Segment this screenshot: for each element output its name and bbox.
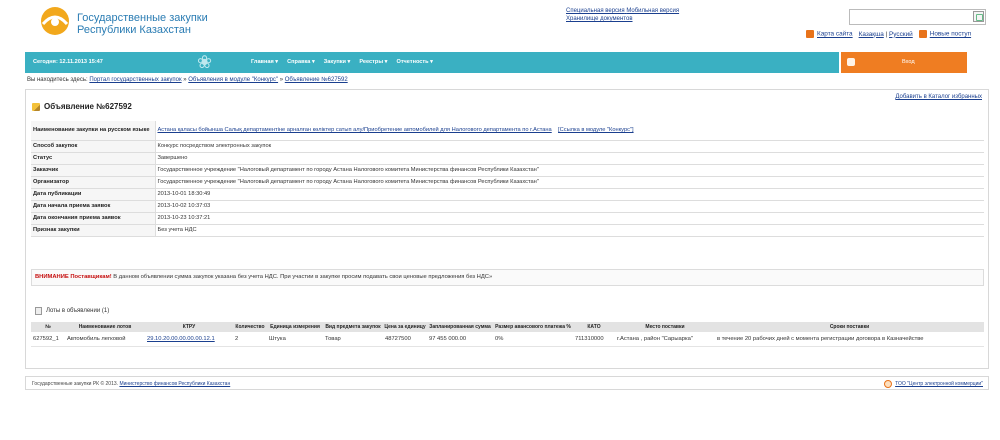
announcement-info-table	[31, 121, 984, 237]
col-number: №	[31, 322, 65, 332]
info-value	[155, 121, 984, 140]
lots-header-row	[31, 322, 984, 332]
col-planned-sum: Запланированная сумма	[427, 322, 493, 332]
menu-help[interactable]: Справка ▾	[287, 59, 315, 65]
info-row	[31, 176, 984, 188]
announcement-panel	[25, 89, 989, 369]
supplier-notice	[31, 269, 984, 286]
menu-registries[interactable]: Реестры ▾	[359, 59, 388, 65]
logo-line-1: Государственные закупки	[77, 12, 208, 24]
lot-unit: Штука	[267, 332, 323, 346]
lots-table	[31, 322, 984, 347]
site-logo-text[interactable]	[77, 12, 208, 36]
col-ktru: КТРУ	[145, 322, 233, 332]
info-row	[31, 200, 984, 212]
lots-heading	[35, 307, 109, 315]
search-button-icon[interactable]	[973, 11, 984, 22]
lot-delivery-time: в течение 20 рабочих дней с момента регистрации договора в Казначействе	[715, 332, 984, 346]
info-row	[31, 224, 984, 236]
lot-quantity: 2	[233, 332, 267, 346]
rss-icon	[919, 30, 927, 38]
lot-ktru	[145, 332, 233, 346]
info-value: Государственное учреждение "Налоговый департамент по городу Астана Налогового комитета Министерства финансов Республики Казахстан"	[155, 164, 984, 176]
page-title	[32, 102, 132, 111]
ministry-link[interactable]: Министерство финансов Республики Казахстан	[119, 381, 231, 387]
notice-warning: ВНИМАНИЕ Поставщикам!	[35, 274, 112, 280]
doc-storage-link[interactable]: Хранилище документов	[566, 16, 633, 22]
info-label: Дата окончания приема заявок	[31, 212, 155, 224]
footer-copyright: Государственные закупки РК © 2013.	[32, 381, 119, 387]
notice-text: В данном объявлении сумма закупок указана без учета НДС. При участии в закупке просим подавать свои ценовые предложения без НДС»	[111, 274, 493, 280]
info-value: 2013-10-23 10:37:21	[155, 212, 984, 224]
col-advance: Размер авансового платежа %	[493, 322, 573, 332]
info-label: Организатор	[31, 176, 155, 188]
info-value: Без учета НДС	[155, 224, 984, 236]
menu-home[interactable]: Главная ▾	[251, 59, 279, 65]
info-row	[31, 212, 984, 224]
col-delivery-time: Сроки поставки	[715, 322, 984, 332]
page-title-text: Объявление №627592	[44, 102, 132, 111]
emblem-icon: ❀	[197, 52, 213, 72]
info-value: Государственное учреждение "Налоговый департамент по городу Астана Налогового комитета Министерства финансов Республики Казахстан"	[155, 176, 984, 188]
menu-reports[interactable]: Отчетность ▾	[396, 59, 433, 65]
footer	[25, 376, 989, 390]
ktru-link[interactable]: 29.10.20.00.00.00.00.12.1	[147, 335, 215, 342]
special-version-link[interactable]: Специальная версия	[566, 8, 625, 14]
document-icon	[35, 307, 42, 315]
ecommerce-center-icon	[884, 380, 892, 388]
info-row	[31, 164, 984, 176]
menu-purchases[interactable]: Закупки ▾	[323, 59, 351, 65]
table-row	[31, 332, 984, 346]
col-delivery-place: Место поставки	[615, 322, 715, 332]
pencil-icon	[32, 103, 40, 111]
mobile-version-link[interactable]: Мобильная версия	[626, 8, 680, 14]
logo-line-2: Республики Казахстан	[77, 24, 191, 36]
info-row	[31, 152, 984, 164]
top-links	[566, 7, 679, 23]
sitemap-link[interactable]: Карта сайта	[817, 30, 853, 38]
contest-module-link[interactable]: [Ссылка в модуле "Конкурс"]	[558, 127, 634, 134]
info-label: Наименование закупки на русском языке	[31, 121, 155, 140]
logo-icon	[38, 6, 72, 36]
lot-number: 627592_1	[31, 332, 65, 346]
info-label: Признак закупки	[31, 224, 155, 236]
info-label: Способ закупок	[31, 140, 155, 152]
search-input[interactable]	[849, 9, 986, 25]
info-label: Дата публикации	[31, 188, 155, 200]
breadcrumb-sep-1: »	[183, 77, 187, 83]
col-unit-price: Цена за единицу	[384, 324, 426, 330]
lot-unit-price: 48727500	[383, 332, 427, 346]
col-lot-name: Наименование лотов	[65, 322, 145, 332]
breadcrumb-current[interactable]: Объявление №627592	[284, 77, 348, 83]
ecommerce-center-link[interactable]: ТОО "Центр электронной коммерции"	[895, 381, 983, 387]
lot-kato: 711310000	[573, 332, 615, 346]
info-label: Заказчик	[31, 164, 155, 176]
current-date: Сегодня: 12.11.2013 15:47	[33, 59, 103, 65]
login-button[interactable]	[841, 52, 967, 73]
col-unit: Единица измерения	[267, 322, 323, 332]
col-subject-type: Вид предмета закупок	[323, 322, 383, 332]
lot-advance: 0%	[493, 332, 573, 346]
col-kato: КАТО	[573, 322, 615, 332]
sitemap-icon	[806, 30, 814, 38]
breadcrumb-portal[interactable]: Портал государственных закупок	[89, 77, 182, 83]
kazakh-lang-link[interactable]: Казақша	[858, 30, 884, 38]
info-label: Статус	[31, 152, 155, 164]
breadcrumb	[27, 77, 348, 83]
lot-subject-type: Товар	[323, 332, 383, 346]
add-favorites-link[interactable]: Добавить в Каталог избранных	[895, 94, 982, 100]
main-menu	[251, 59, 433, 65]
purchase-name-link[interactable]: Астана қаласы бойынша Салық департаментіне арналған көліктер сатып алу/Приобретение автомобилей для Налогового департамента по г.Астана	[157, 127, 552, 134]
info-row	[31, 140, 984, 152]
info-value: Конкурс посредством электронных закупок	[155, 140, 984, 152]
lot-name: Автомобиль легковой	[65, 332, 145, 346]
login-label: Вход	[902, 59, 915, 65]
info-row	[31, 121, 984, 140]
utility-links	[806, 30, 971, 38]
info-label: Дата начала приема заявок	[31, 200, 155, 212]
footer-right	[884, 380, 983, 388]
breadcrumb-prefix: Вы находитесь здесь:	[27, 77, 88, 83]
col-quantity: Количество	[233, 322, 267, 332]
info-row	[31, 188, 984, 200]
russian-lang-link[interactable]: Русский	[889, 30, 913, 38]
lot-delivery-place: г.Астана , район "Сарыарка"	[615, 332, 715, 346]
lang-separator: |	[885, 30, 888, 38]
lots-heading-text: Лоты в объявлении (1)	[46, 308, 110, 314]
status-value: Завершено	[155, 152, 984, 164]
login-icon	[847, 58, 855, 66]
lot-planned-sum: 97 455 000.00	[427, 332, 493, 346]
main-navbar	[25, 52, 839, 73]
news-link[interactable]: Новые поступ	[929, 30, 972, 38]
info-value: 2013-10-01 18:30:49	[155, 188, 984, 200]
breadcrumb-contest[interactable]: Объявления в модуле "Конкурс"	[188, 77, 279, 83]
breadcrumb-sep-2: »	[279, 77, 284, 83]
info-value: 2013-10-02 10:37:03	[155, 200, 984, 212]
